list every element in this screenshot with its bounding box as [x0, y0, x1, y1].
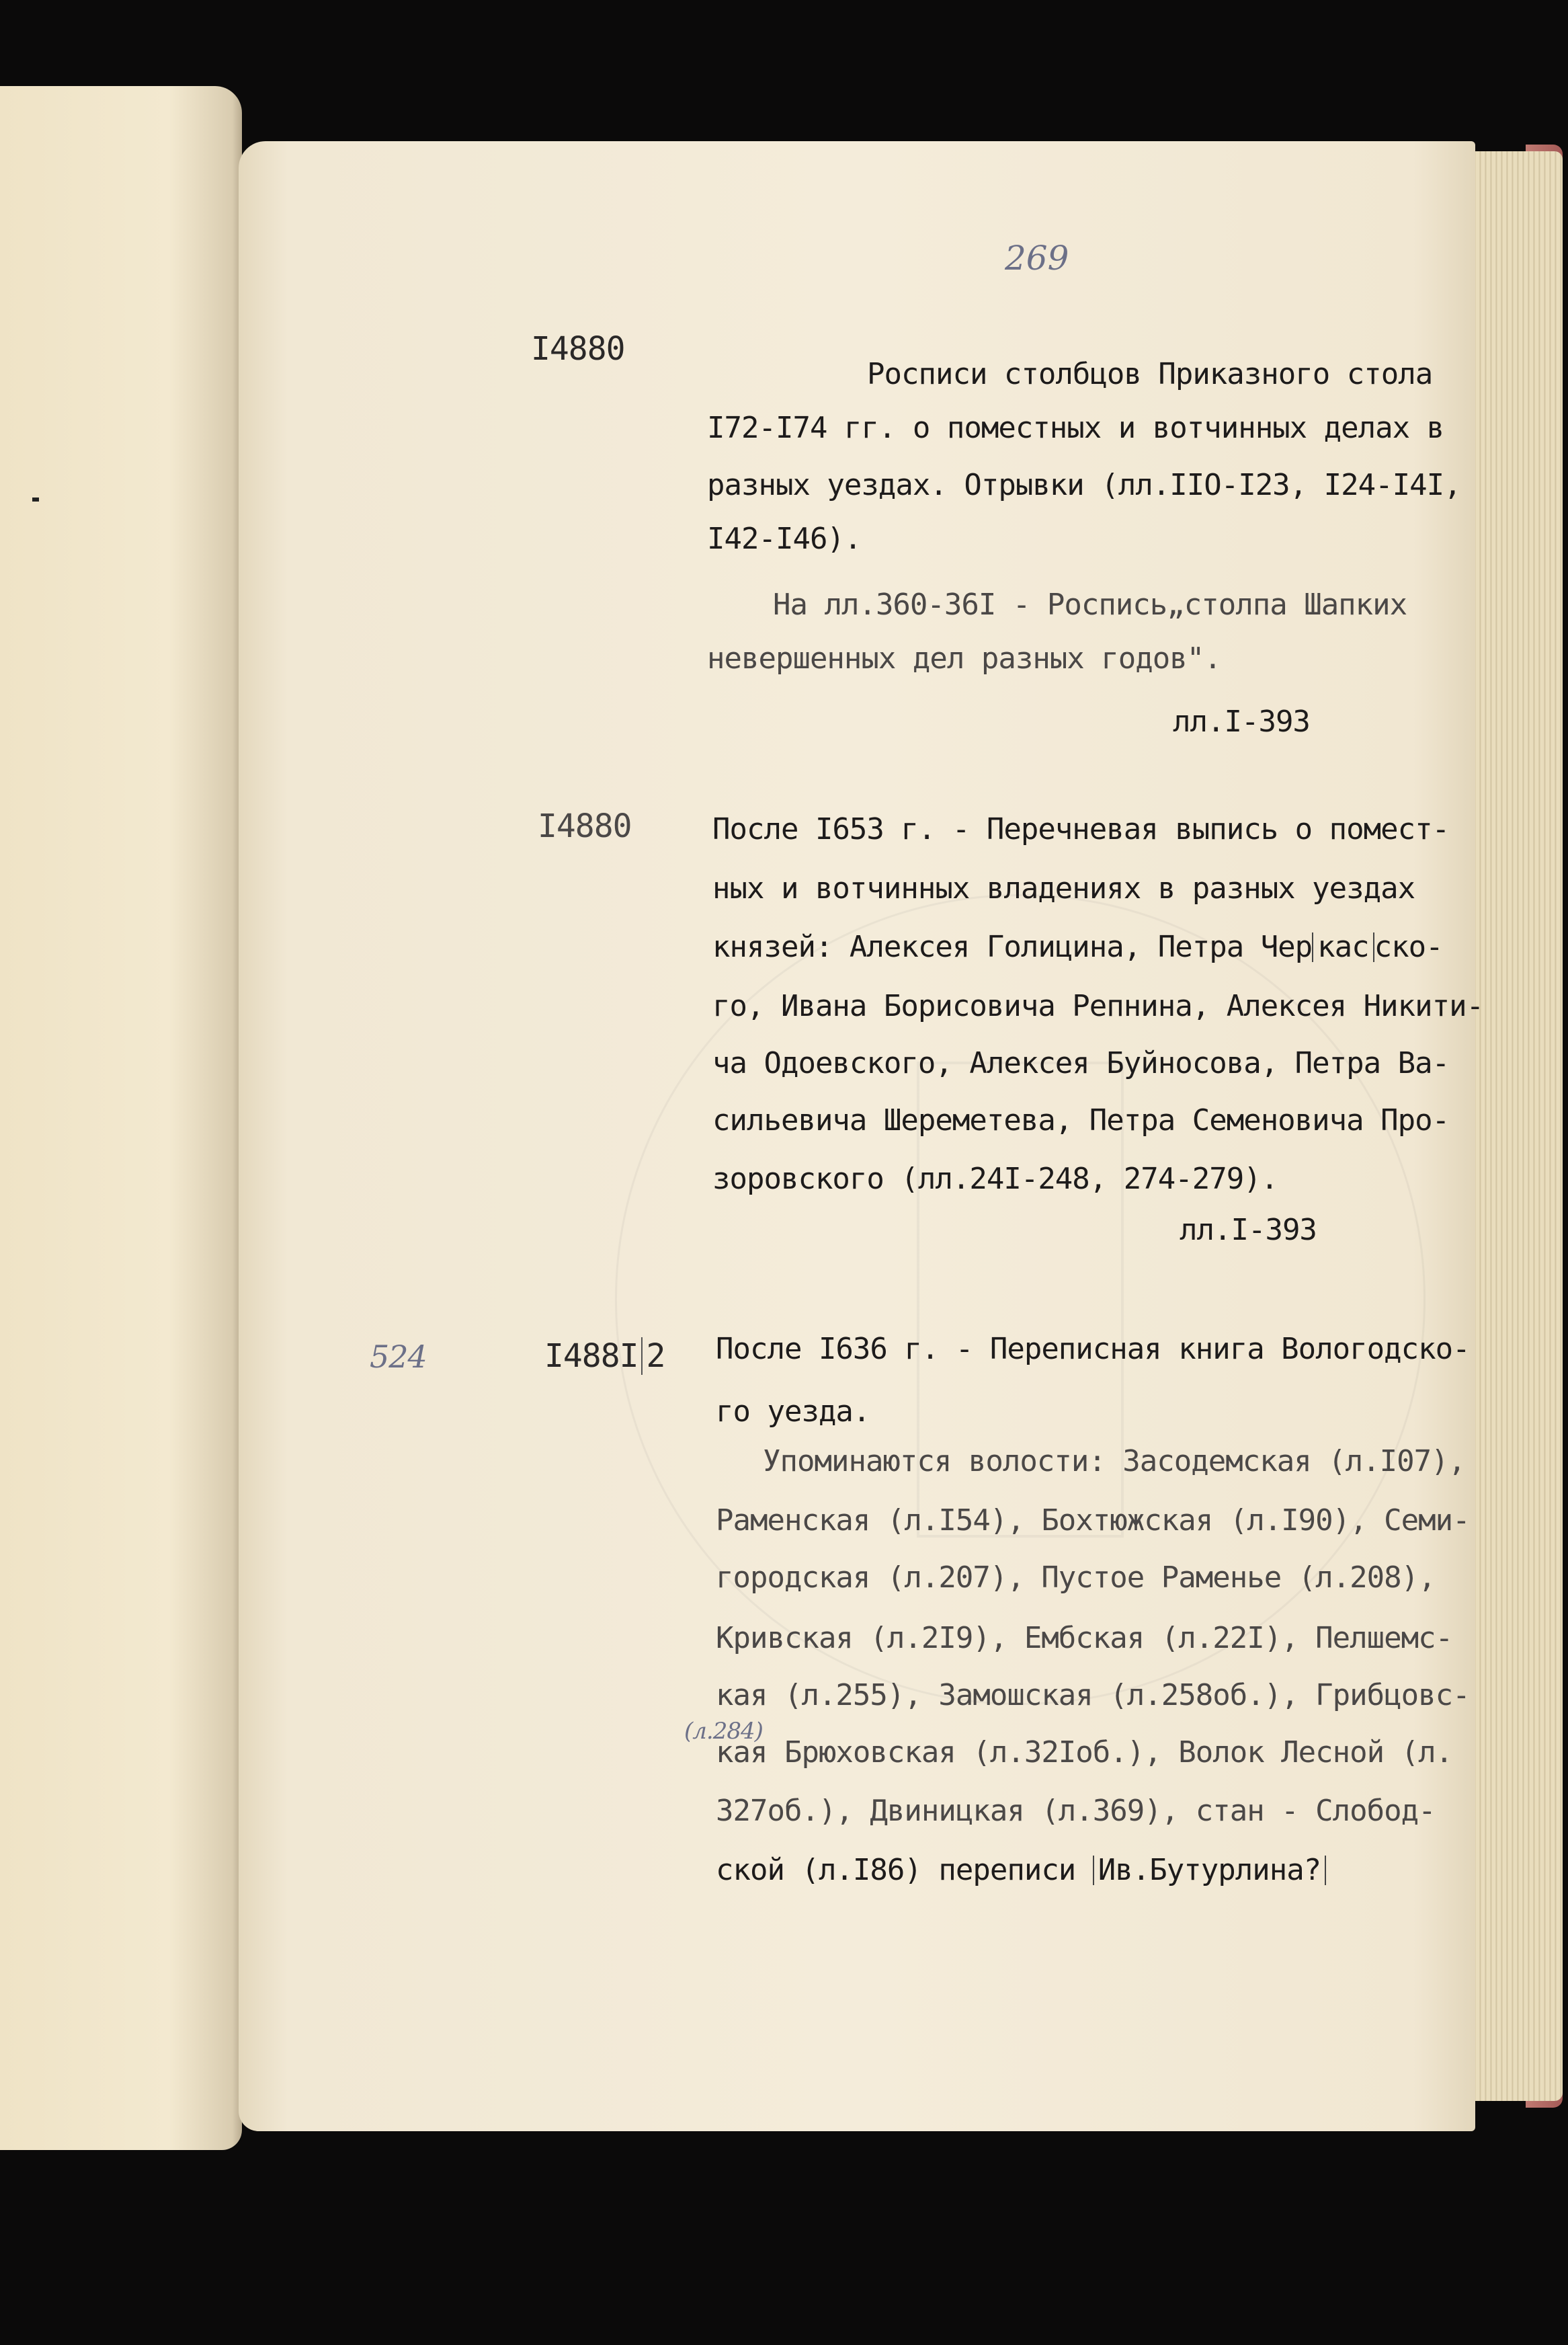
- entry-3-note-line: Кривская (л.2I9), Ембская (л.22I), Пелшемс-: [716, 1621, 1453, 1655]
- entry-3-note-line: городская (л.207), Пустое Раменье (л.208),: [716, 1560, 1436, 1595]
- entry-3-line: го уезда.: [716, 1394, 870, 1429]
- entry-1-number: I4880: [531, 330, 625, 368]
- entry-1-line: разных уездах. Отрывки (лл.IIO-I23, I24-I4I,: [707, 468, 1461, 502]
- facing-left-page: [0, 86, 242, 2150]
- entry-3-number-suffix: 2: [641, 1337, 665, 1375]
- entry-2-line: ных и вотчинных владениях в разных уездах: [712, 871, 1415, 906]
- entry-2-number: I4880: [538, 807, 632, 845]
- entry-3-line: После I636 г. - Переписная книга Вологодско-: [716, 1332, 1470, 1366]
- entry-2-line-3-text: князей: Алексея Голицина, Петра Чер: [712, 930, 1313, 964]
- entry-1-line: Росписи столбцов Приказного стола: [867, 357, 1433, 391]
- entry-1-note-line: На лл.360-36I - Роспись„столпа Шапких: [773, 588, 1407, 622]
- entry-3-note-line: ской (л.I86) переписи: [716, 1853, 1076, 1887]
- entry-3-note-line: кая Брюховская (л.32Iоб.), Волок Лесной (л.: [716, 1735, 1453, 1770]
- entry-1-line: I42-I46).: [707, 522, 862, 556]
- entry-1-line: I72-I74 гг. о поместных и вотчинных делах в: [707, 411, 1444, 445]
- entry-3-last-line: [716, 1853, 1326, 1887]
- entry-3-note-line: Раменская (л.I54), Бохтюжская (л.I90), Семи-: [716, 1503, 1470, 1538]
- entry-2-line: ча Одоевского, Алексея Буйносова, Петра Ва-: [712, 1046, 1450, 1080]
- left-page-mark: [32, 498, 39, 502]
- entry-2-line: зоровского (лл.24I-248, 274-279).: [712, 1162, 1278, 1196]
- pencil-insert-note: (л.284): [684, 1718, 763, 1745]
- margin-pencil-note: 524: [370, 1339, 427, 1375]
- entry-3-bracket-insert: Ив.Бутурлина?: [1093, 1856, 1326, 1885]
- entry-2-sheets: лл.I-393: [1180, 1213, 1317, 1247]
- page-number: 269: [1005, 239, 1069, 278]
- entry-3-number-text: I488I: [544, 1337, 638, 1375]
- entry-1-sheets: лл.I-393: [1173, 705, 1310, 739]
- entry-2-line: После I653 г. - Перечневая выпись о помест-: [712, 812, 1450, 846]
- entry-2-bracket-insert: кас: [1312, 932, 1374, 962]
- entry-2-line-3-suffix: ско-: [1374, 930, 1443, 964]
- entry-2-line-3: [712, 932, 1443, 962]
- entry-3-note-line: Упоминаются волости: Засодемская (л.I07),: [763, 1444, 1466, 1478]
- page-stack-edge: [1465, 151, 1563, 2101]
- entry-1-note-line: невершенных дел разных годов".: [707, 641, 1221, 676]
- entry-2-line: сильевича Шереметева, Петра Семеновича Про-: [712, 1103, 1450, 1138]
- entry-2-line: го, Ивана Борисовича Репнина, Алексея Никити-: [712, 989, 1484, 1023]
- entry-3-note-line: кая (л.255), Замошская (л.258об.), Грибцовс-: [716, 1678, 1470, 1712]
- entry-3-note-line: 327об.), Двиницкая (л.369), стан - Слобод-: [716, 1794, 1436, 1828]
- entry-3-number: [544, 1337, 665, 1375]
